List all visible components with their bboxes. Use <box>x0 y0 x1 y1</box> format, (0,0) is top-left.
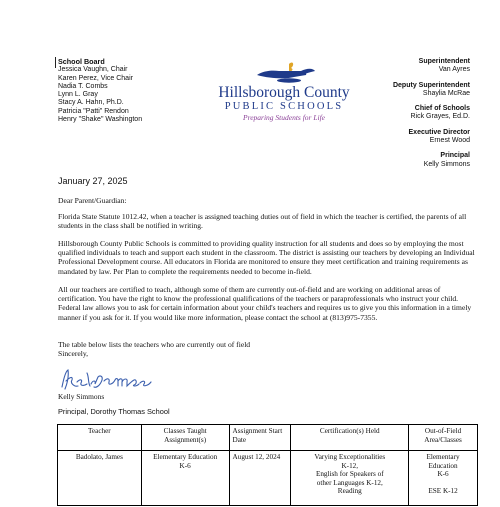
administration-list <box>393 58 470 176</box>
admin-name: Kelly Simmons <box>423 160 470 168</box>
district-logo <box>214 60 354 123</box>
out-line: ESE K-12 <box>428 487 458 496</box>
out-line: Education <box>428 461 458 470</box>
col-header-classes: Classes Taught Assignment(s) <box>141 425 229 451</box>
teacher-name: Badolato, James <box>75 453 123 461</box>
admin-name: Rick Grayes, Ed.D. <box>410 113 470 121</box>
out-line: K-6 <box>437 470 449 479</box>
closing: Sincerely, <box>58 349 89 358</box>
board-member: Karen Perez, Vice Chair <box>58 74 133 82</box>
admin-title: Principal <box>440 152 470 160</box>
board-member: Jessica Vaughn, Chair <box>58 66 128 74</box>
board-member: Patricia "Patti" Rendon <box>58 107 129 115</box>
admin-name: Van Ayres <box>438 66 470 74</box>
paragraph-commitment: Hillsborough County Public Schools is committed to providing quality instruction for all students and does so by employing the most qualified individuals to teach and support each student in the classroom. The district is assisting our teachers by developing an Individual Professional Development course. All educators in Florida are monitored to ensure they meet certification and training requirements as mandated by law. Per Plan to complete the requirements needed to become in-field. <box>58 239 475 276</box>
paragraph-table-intro: The table below lists the teachers who are currently out of field <box>58 340 251 349</box>
cell-classes <box>141 451 229 506</box>
cert-line: Reading <box>337 487 362 496</box>
salutation: Dear Parent/Guardian: <box>58 196 127 205</box>
table-row <box>58 451 478 506</box>
paragraph-rights: All our teachers are certified to teach, although some of them are currently out-of-field and are working on additional areas of certification. You have the right to know the professional qualifications of the teachers or paraprofessionals who instruct your child. Federal law allows you to ask for certain information about your child's teachers and requires us to give you this information in a timely manner if you ask for it. If you would like more information, please contact the school at (813)975-7355. <box>58 285 472 322</box>
admin-block <box>393 105 470 122</box>
admin-title: Chief of Schools <box>414 105 470 113</box>
out-line-spacer <box>412 479 474 488</box>
admin-block <box>393 82 470 99</box>
cert-line: Varying Exceptionalities <box>314 453 386 461</box>
cell-start-date: August 12, 2024 <box>229 451 291 506</box>
out-line: Elementary <box>426 453 460 461</box>
table-header-row <box>58 425 478 451</box>
board-member: Stacy A. Hahn, Ph.D. <box>58 99 124 107</box>
district-subtitle: PUBLIC SCHOOLS <box>224 101 344 112</box>
col-header-certifications: Certification(s) Held <box>291 425 409 451</box>
school-board-heading: School Board <box>58 57 105 66</box>
board-member <box>58 83 142 91</box>
paragraph-statute: Florida State Statute 1012.42, when a teacher is assigned teaching duties out of field in which the teacher is certified, the parents of all students in the class shall be notified in writing. <box>58 212 467 231</box>
lamp-of-learning-icon <box>249 60 319 84</box>
school-board-list <box>58 58 142 124</box>
letter-date: January 27, 2025 <box>58 176 128 186</box>
cell-teacher <box>58 451 142 506</box>
cert-line: other Languages K-12, <box>316 478 383 487</box>
col-header-start-date: Assignment Start Date <box>229 425 291 451</box>
out-of-field-table <box>57 424 478 506</box>
board-member: Lynn L. Gray <box>58 91 98 99</box>
admin-block <box>393 152 470 169</box>
admin-title: Executive Director <box>408 128 470 136</box>
cert-line: English for Speakers of <box>315 470 384 479</box>
signature-name: Kelly Simmons <box>58 392 105 401</box>
col-header-teacher: Teacher <box>58 425 142 451</box>
cell-out-of-field <box>409 451 478 506</box>
district-name: Hillsborough County <box>218 84 350 101</box>
class-line: Elementary Education <box>153 453 218 461</box>
board-member-name: Nadia T. Combs <box>58 82 108 90</box>
board-member: Henry "Shake" Washington <box>58 116 143 124</box>
col-header-out-of-field: Out-of-Field Area/Classes <box>409 425 478 451</box>
signature <box>58 367 158 393</box>
header-rule <box>55 57 56 68</box>
admin-block <box>393 129 470 146</box>
admin-name: Shaylia McRae <box>422 89 470 97</box>
cert-line: K-12, <box>341 461 359 470</box>
district-tagline: Preparing Students for Life <box>242 113 325 122</box>
admin-title: Superintendent <box>418 58 470 65</box>
admin-name: Ernest Wood <box>429 137 470 145</box>
admin-block <box>393 58 470 75</box>
class-line: K-6 <box>179 461 191 470</box>
cell-certifications <box>291 451 409 506</box>
signature-title: Principal, Dorothy Thomas School <box>58 407 170 416</box>
admin-title: Deputy Superintendent <box>392 81 470 89</box>
